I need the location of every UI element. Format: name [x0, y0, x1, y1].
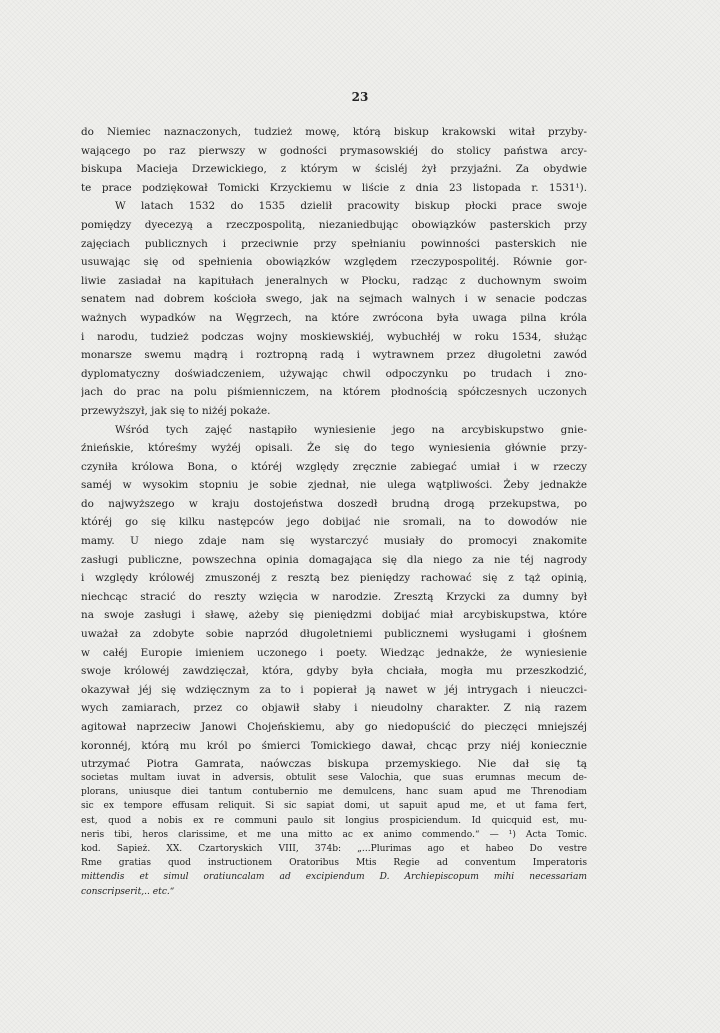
text-line: utrzymać Piotra Gamrata, naówczas biskupa przemyskiego. Nie dał się tą	[81, 758, 587, 771]
text-line: niechcąc stracić do reszty wzięcia w narodzie. Zresztą Krzycki za dumny był	[81, 590, 587, 603]
footnote-line: est, quod a nobis ex re communi paulo sit longius prospiciendum. Id quicquid est, mu-	[81, 815, 587, 826]
text-line: wych zamiarach, przez co objawił słaby i nieudolny charakter. Z nią razem	[81, 702, 587, 715]
text-line: usuwając się od spełnienia obowiązków względem rzeczypospolitéj. Równie gor-	[81, 256, 587, 269]
footnote-line: plorans, uniusque diei tantum contubernio me demulcens, hanc suam apud me Threnodiam	[81, 787, 587, 798]
footnote-line: kod. Sapież. XX. Czartoryskich VIII, 374b: „...Plurimas ago et habeo Do vestre	[81, 843, 587, 854]
footnote-line: conscripserit,.. etc.“	[81, 886, 175, 897]
footnote-line: Rme gratias quod instructionem Oratoribus Mtis Regie ad conventum Imperatoris	[81, 858, 587, 869]
text-line: saméj w wysokim stopniu je sobie zjednał, nie ulega wątpliwości. Żeby jednakże	[81, 479, 587, 492]
text-line: jach do prac na polu piśmienniczem, na którem płodnością spółczesnych uczonych	[81, 386, 587, 399]
text-line: na swoje zasługi i sławę, ażeby się pieniędzmi dobijać miał arcybiskupstwa, które	[81, 609, 587, 622]
text-line: wającego po raz pierwszy w godności prymasowskiéj do stolicy państwa arcy-	[81, 144, 587, 157]
text-line: zasługi publiczne, powszechna opinia domagająca się dla niego za nie téj nagrody	[81, 553, 587, 566]
text-line: mamy. U niego zdaje nam się wystarczyć musiały do promocyi znakomite	[81, 535, 587, 548]
footnotes	[81, 771, 587, 899]
text-line: senatem nad dobrem kościoła swego, jak na sejmach walnych i w senacie podczas	[81, 293, 587, 306]
text-line: ważnych wypadków na Węgrzech, na które zwrócona była uwaga pilna króla	[81, 311, 587, 324]
footnote-line: neris tibi, heros clarissime, et me una mitto ac ex animo commendo.“ — ¹) Acta Tomic.	[81, 829, 587, 840]
footnote-line: societas multam iuvat in adversis, obtulit sese Valochia, que suas erumnas mecum de-	[81, 773, 587, 783]
text-line: W latach 1532 do 1535 dzielił pracowity biskup płocki prace swoje	[115, 200, 587, 213]
text-line: źnieńskie, któreśmy wyżéj opisali. Że się do tego wyniesienia głównie przy-	[81, 442, 587, 455]
text-line: monarsze swemu mądrą i roztropną radą i wytrawnem przez długoletni zawód	[81, 349, 587, 362]
main-text	[81, 123, 587, 774]
text-line: liwie zasiadał na kapitułach jeneralnych w Płocku, radząc z duchownym swoim	[81, 274, 587, 287]
text-line: Wśród tych zajęć nastąpiło wyniesienie jego na arcybiskupstwo gnie-	[115, 423, 587, 436]
text-line: któréj go się kilku następców jego dobijać nie sromali, na to dowodów nie	[81, 516, 587, 529]
text-line: zajęciach publicznych i przeciwnie przy spełnianiu powinności pasterskich nie	[81, 237, 587, 250]
text-line: biskupa Macieja Drzewickiego, z którym w ścisléj żył przyjaźni. Za obydwie	[81, 163, 587, 176]
text-line: agitował naprzeciw Janowi Chojeńskiemu, aby go niedopuścić do pieczęci mniejszéj	[81, 721, 587, 733]
page-number: 23	[351, 90, 369, 104]
text-line: okazywał jéj się wdzięcznym za to i popierał ją nawet w jéj intrygach i nieuczci-	[81, 683, 587, 696]
text-line: uważał za zdobyte sobie naprzód długoletniemi publicznemi wysługami i głośnem	[81, 628, 587, 641]
text-line: koronnéj, którą mu król po śmierci Tomickiego dawał, chcąc przy niéj koniecznie	[81, 739, 587, 752]
text-line: czyniła królowa Bona, o któréj względy zręcznie zabiegać umiał i w rzeczy	[81, 460, 587, 473]
footnote-line: sic ex tempore effusam reliquit. Si sic sapiat domi, ut sapuit apud me, et ut fama fert,	[81, 801, 587, 812]
text-line: w całéj Europie imieniem uczonego i poety. Wiedząc jednakże, że wyniesienie	[81, 646, 587, 659]
text-line: i względy królowéj zmuszonéj z resztą bez pieniędzy rachować się z tąż opinią,	[81, 572, 587, 585]
text-line: do najwyższego w kraju dostojeństwa doszedł brudną drogą przekupstwa, po	[81, 497, 587, 510]
text-line: dyplomatyczny doświadczeniem, używając chwil odpoczynku po trudach i zno-	[81, 367, 587, 380]
text-line: i narodu, tudzież podczas wojny moskiewskiéj, wybuchłéj w roku 1534, służąc	[81, 330, 587, 343]
footnote-line: mittendis et simul oratiuncalam ad excipiendum D. Archiepiscopum mihi necessariam	[81, 872, 587, 883]
text-line: do Niemiec naznaczonych, tudzież mowę, którą biskup krakowski witał przyby-	[81, 126, 587, 138]
text-line: przewyższył, jak się to niżéj pokaże.	[81, 404, 271, 417]
text-line: pomiędzy dyecezyą a rzeczpospolitą, niezaniedbując obowiązków pasterskich przy	[81, 218, 587, 231]
text-line: swoje królowéj zawdzięczał, która, gdyby była chciała, mogła mu przeszkodzić,	[81, 665, 587, 678]
text-line: te prace podziękował Tomicki Krzyckiemu w liście z dnia 23 listopada r. 1531¹).	[81, 181, 587, 194]
